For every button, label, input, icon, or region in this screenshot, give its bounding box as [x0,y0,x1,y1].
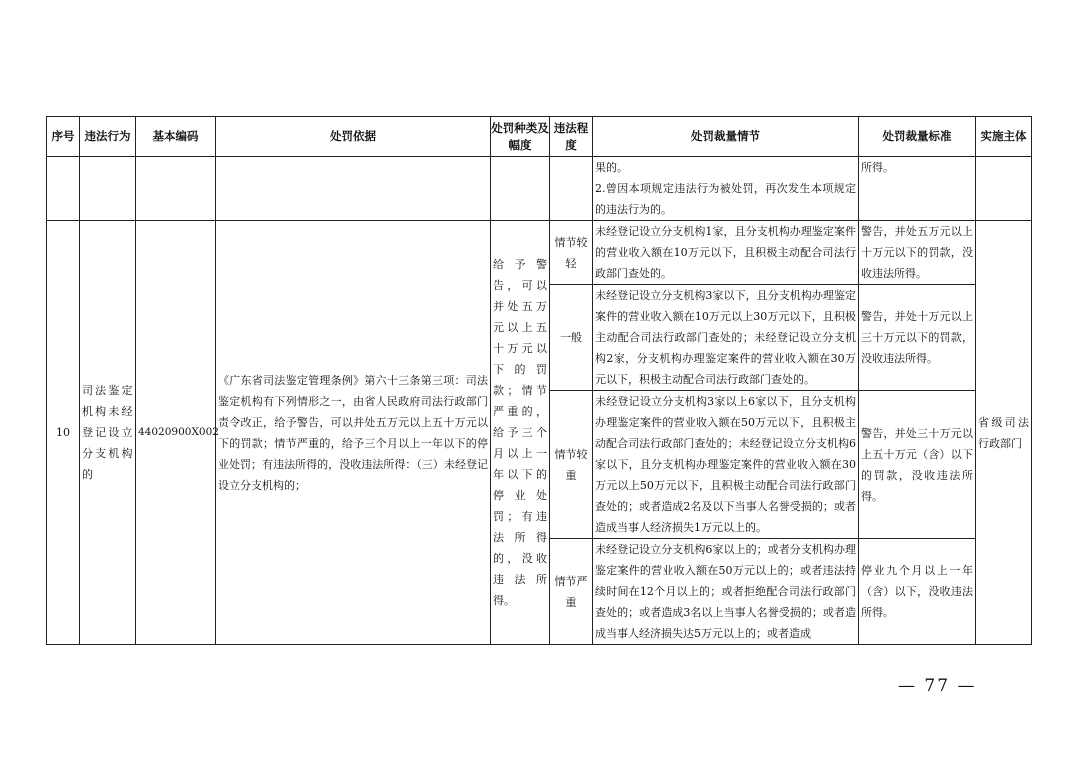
cont-degree-cell [550,157,593,221]
code-cell: 44020900X002 [136,221,216,645]
subject-cell: 省级司法行政部门 [976,221,1032,645]
header-row [47,117,1032,157]
degree-cell: 情节较轻 [550,221,593,285]
cont-subject-cell [976,157,1032,221]
circumstance-cell: 未经登记设立分支机构1家，且分支机构办理鉴定案件的营业收入额在10万元以下，且积极主动配合司法行政部门查处的。 [593,221,859,285]
act-cell: 司法鉴定机构未经登记设立分支机构的 [80,221,136,645]
type-range-cell: 给予警告，可以并处五万元以上五十万元以下的罚款；情节严重的，给予三个月以上一年以下的停业处罚；有违法所得的，没收违法所得。 [491,221,550,645]
cont-code-cell [136,157,216,221]
cont-circumstance-cell: 果的。 2.曾因本项规定违法行为被处罚，再次发生本项规定的违法行为的。 [593,157,859,221]
header-circumstance: 处罚裁量情节 [593,117,859,157]
cont-standard-cell: 所得。 [859,157,976,221]
degree-cell: 一般 [550,285,593,391]
header-subject: 实施主体 [976,117,1032,157]
basis-cell: 《广东省司法鉴定管理条例》第六十三条第三项：司法鉴定机构有下列情形之一，由省人民政府司法行政部门责令改正，给予警告，可以并处五万元以上五十万元以下的罚款；情节严重的，给予三个月以上一年以下的停业处罚；有违法所得的，没收违法所得：（三）未经登记设立分支机构的； [216,221,491,645]
header-act: 违法行为 [80,117,136,157]
header-standard: 处罚裁量标准 [859,117,976,157]
cont-basis-cell [216,157,491,221]
header-degree: 违法程度 [550,117,593,157]
degree-cell: 情节严重 [550,539,593,645]
seq-cell: 10 [47,221,80,645]
standard-cell: 警告，并处五万元以上十万元以下的罚款，没收违法所得。 [859,221,976,285]
table-row [47,221,1032,285]
page-number: — 77 — [898,676,977,696]
circumstance-cell: 未经登记设立分支机构3家以上6家以下，且分支机构办理鉴定案件的营业收入额在50万元以下，且积极主动配合司法行政部门查处的；未经登记设立分支机构6家以下，且分支机构办理鉴定案件的营业收入额在30万元以上50万元以下，且积极主动配合司法行政部门查处的；或者造成2名及以下当事人名誉受损的；或者造成当事人经济损失1万元以上的。 [593,391,859,539]
degree-cell: 情节较重 [550,391,593,539]
circumstance-cell: 未经登记设立分支机构6家以上的；或者分支机构办理鉴定案件的营业收入额在50万元以上的；或者违法持续时间在12个月以上的；或者拒绝配合司法行政部门查处的；或者造成3名以上当事人名誉受损的；或者造成当事人经济损失达5万元以上的；或者造成 [593,539,859,645]
header-seq: 序号 [47,117,80,157]
standard-cell: 警告，并处十万元以上三十万元以下的罚款，没收违法所得。 [859,285,976,391]
circumstance-cell: 未经登记设立分支机构3家以下，且分支机构办理鉴定案件的营业收入额在10万元以上30万元以下，且积极主动配合司法行政部门查处的；未经登记设立分支机构2家，分支机构办理鉴定案件的营业收入额在30万元以下，积极主动配合司法行政部门查处的。 [593,285,859,391]
cont-seq-cell [47,157,80,221]
header-code: 基本编码 [136,117,216,157]
continued-row [47,157,1032,221]
cont-act-cell [80,157,136,221]
penalty-discretion-table [46,116,1032,645]
standard-cell: 停业九个月以上一年（含）以下，没收违法所得。 [859,539,976,645]
header-type-range: 处罚种类及幅度 [491,117,550,157]
standard-cell: 警告，并处三十万元以上五十万元（含）以下的罚款，没收违法所得。 [859,391,976,539]
header-basis: 处罚依据 [216,117,491,157]
cont-type-cell [491,157,550,221]
